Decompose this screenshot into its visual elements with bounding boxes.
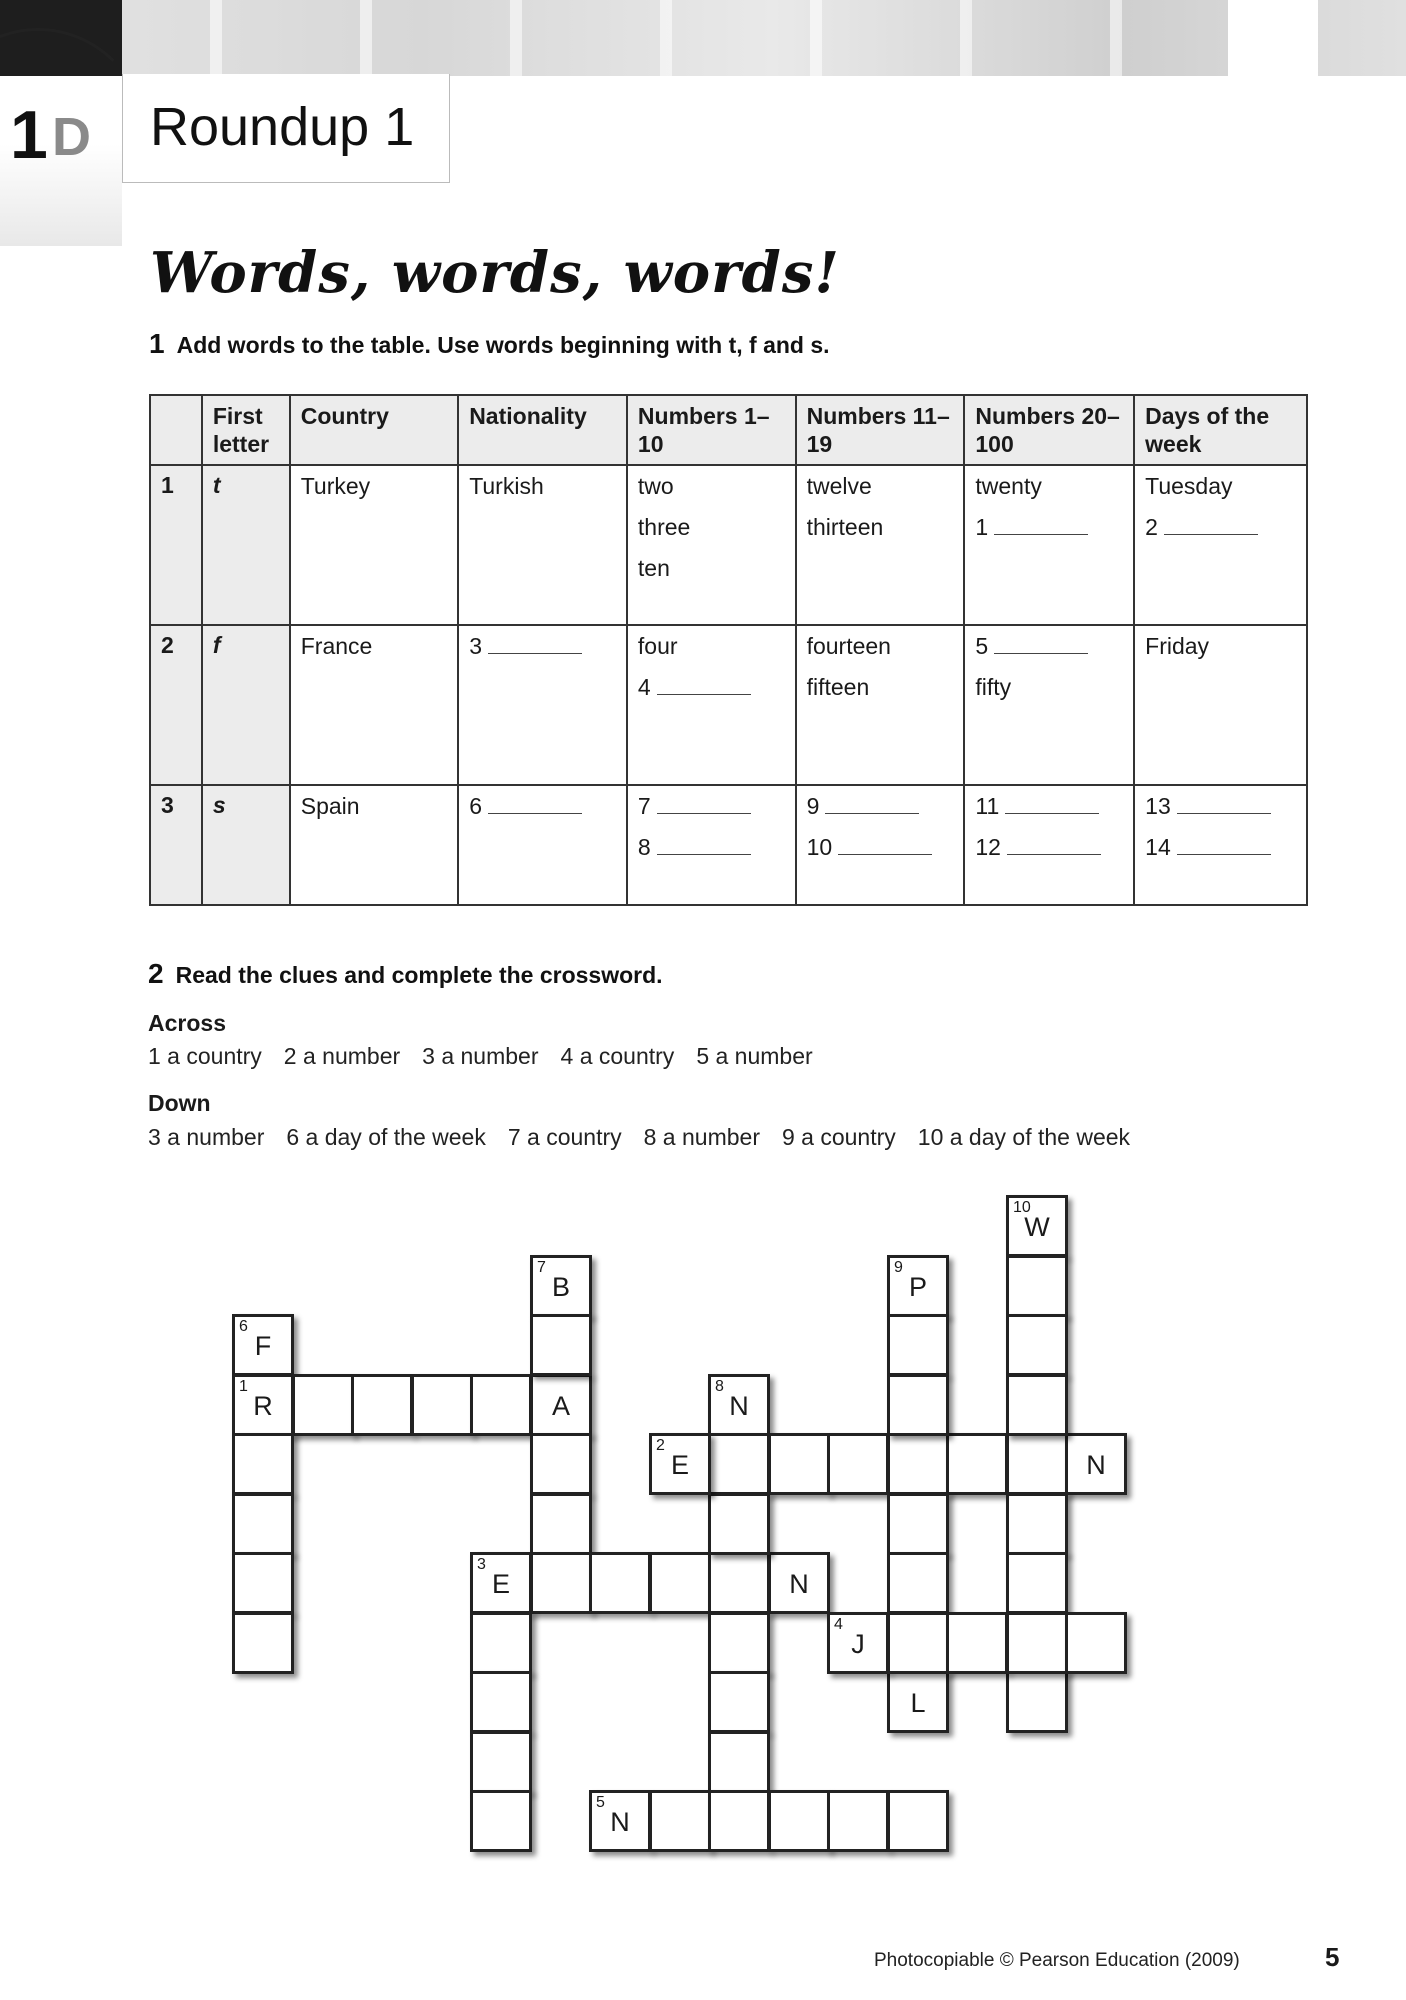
entry-text: Friday xyxy=(1145,633,1210,659)
clue-number: 7 xyxy=(537,1259,546,1276)
crossword-cell[interactable] xyxy=(708,1433,770,1495)
crossword-cell[interactable] xyxy=(887,1671,949,1733)
crossword-cell[interactable] xyxy=(708,1612,770,1674)
row-number: 2 xyxy=(150,625,202,785)
table-cell xyxy=(964,465,1134,625)
down-clue: 8 a number xyxy=(643,1124,760,1150)
top-banner xyxy=(0,0,1406,76)
entry-text: three xyxy=(637,514,691,540)
cell-entry xyxy=(1145,466,1296,507)
table-header-row xyxy=(150,395,1307,465)
clue-number: 4 xyxy=(834,1616,843,1633)
unit-letter: D xyxy=(52,107,91,167)
cell-entry xyxy=(469,626,616,667)
words-table xyxy=(149,394,1308,906)
crossword-cell[interactable] xyxy=(946,1612,1008,1674)
crossword-cell[interactable] xyxy=(470,1790,532,1852)
entry-text: fifteen xyxy=(806,674,870,700)
answer-blank[interactable] xyxy=(657,676,751,695)
entry-text: four xyxy=(637,633,678,659)
column-header: Numbers 1–10 xyxy=(627,395,796,465)
column-header: Numbers 20–100 xyxy=(964,395,1134,465)
answer-blank[interactable] xyxy=(657,795,751,814)
table-cell xyxy=(964,625,1134,785)
cell-entry xyxy=(975,466,1123,507)
entry-text: 9 xyxy=(806,793,820,819)
cell-entry xyxy=(1145,626,1296,667)
banner-gap xyxy=(1228,0,1318,76)
crossword-cell[interactable] xyxy=(1006,1255,1068,1317)
crossword-cell[interactable] xyxy=(411,1374,473,1436)
given-letter: A xyxy=(551,1391,570,1421)
crossword-cell[interactable] xyxy=(1006,1433,1068,1495)
given-letter: N xyxy=(789,1569,809,1599)
entry-text: 14 xyxy=(1145,834,1171,860)
instruction-text: Add words to the table. Use words beginning with t, f and s. xyxy=(176,332,830,358)
across-clue: 4 a country xyxy=(560,1043,675,1069)
row-number: 3 xyxy=(150,785,202,905)
crossword-cell[interactable] xyxy=(887,1314,949,1376)
table-cell xyxy=(458,785,627,905)
entry-text: Spain xyxy=(300,793,360,819)
down-clue: 10 a day of the week xyxy=(917,1124,1131,1150)
cell-entry xyxy=(975,507,1123,548)
first-letter: s xyxy=(202,785,290,905)
entry-text: 5 xyxy=(975,633,989,659)
cell-entry xyxy=(807,786,954,827)
table-row xyxy=(150,625,1307,785)
entry-text: Turkey xyxy=(300,473,371,499)
clue-number: 10 xyxy=(1013,1199,1031,1216)
crossword-cell[interactable] xyxy=(1006,1195,1068,1257)
crossword-cell[interactable] xyxy=(887,1493,949,1555)
given-letter: P xyxy=(908,1272,927,1302)
table-cell xyxy=(796,785,965,905)
first-letter: f xyxy=(202,625,290,785)
crossword-cell[interactable] xyxy=(708,1374,770,1436)
answer-blank[interactable] xyxy=(1177,795,1271,814)
answer-blank[interactable] xyxy=(994,635,1088,654)
given-letter: E xyxy=(491,1569,510,1599)
table-cell xyxy=(458,465,627,625)
answer-blank[interactable] xyxy=(1007,836,1101,855)
cell-entry xyxy=(301,466,447,507)
crossword-cell[interactable] xyxy=(530,1433,592,1495)
crossword-cell[interactable] xyxy=(1065,1612,1127,1674)
crossword-cell[interactable] xyxy=(708,1552,770,1614)
entry-text: fifty xyxy=(975,674,1012,700)
table-cell xyxy=(796,625,965,785)
answer-blank[interactable] xyxy=(1177,836,1271,855)
column-header: First letter xyxy=(202,395,290,465)
entry-text: 2 xyxy=(1145,514,1158,540)
crossword-cell[interactable] xyxy=(887,1612,949,1674)
answer-blank[interactable] xyxy=(657,836,751,855)
clue-number: 9 xyxy=(894,1259,903,1276)
page-number: 5 xyxy=(1325,1942,1340,1972)
crossword-cell[interactable] xyxy=(232,1612,294,1674)
cell-entry xyxy=(638,548,785,589)
table-cell xyxy=(796,465,965,625)
entry-text: 4 xyxy=(637,674,651,700)
table-cell xyxy=(627,785,796,905)
cell-entry xyxy=(469,466,616,507)
table-cell xyxy=(1134,625,1307,785)
given-letter: F xyxy=(254,1331,272,1361)
cell-entry xyxy=(807,466,954,507)
entry-text: Turkish xyxy=(469,473,544,499)
crossword-cell[interactable] xyxy=(589,1790,651,1852)
crossword-cell[interactable] xyxy=(292,1374,354,1436)
cell-entry xyxy=(638,626,785,667)
table-cell xyxy=(627,625,796,785)
given-letter: B xyxy=(551,1272,570,1302)
entry-text: twenty xyxy=(975,473,1042,499)
clue-number: 5 xyxy=(596,1794,605,1811)
table-cell xyxy=(290,785,458,905)
clue-number: 1 xyxy=(239,1378,248,1395)
clue-number: 3 xyxy=(477,1556,486,1573)
answer-blank[interactable] xyxy=(838,836,932,855)
crossword-cell[interactable] xyxy=(470,1552,532,1614)
entry-text: 1 xyxy=(975,514,989,540)
crossword-cell[interactable] xyxy=(470,1374,532,1436)
crossword-cell[interactable] xyxy=(530,1493,592,1555)
across-clue: 1 a country xyxy=(148,1043,262,1069)
cell-entry xyxy=(638,667,785,708)
crossword-cell[interactable] xyxy=(530,1552,592,1614)
crossword-cell[interactable] xyxy=(530,1255,592,1317)
crossword-cell[interactable] xyxy=(768,1552,830,1614)
entry-text: thirteen xyxy=(806,514,884,540)
cell-entry xyxy=(975,786,1123,827)
crossword-cell[interactable] xyxy=(232,1314,294,1376)
column-header xyxy=(150,395,202,465)
down-label: Down xyxy=(148,1090,211,1116)
table-row xyxy=(150,785,1307,905)
down-clue: 3 a number xyxy=(148,1124,265,1150)
crossword-cell[interactable] xyxy=(649,1790,711,1852)
crossword-cell[interactable] xyxy=(1065,1433,1127,1495)
given-letter: J xyxy=(851,1629,865,1659)
table-cell xyxy=(290,465,458,625)
entry-text: 3 xyxy=(469,633,482,659)
crossword-cell[interactable] xyxy=(649,1433,711,1495)
crossword-cell[interactable] xyxy=(530,1314,592,1376)
down-clues xyxy=(148,1124,1152,1151)
table-cell xyxy=(964,785,1134,905)
crossword-cell[interactable] xyxy=(708,1731,770,1793)
instruction-text: Read the clues and complete the crossword. xyxy=(175,962,663,988)
column-header: Nationality xyxy=(458,395,627,465)
crossword-cell[interactable] xyxy=(887,1790,949,1852)
entry-text: France xyxy=(300,633,373,659)
crossword-cell[interactable] xyxy=(887,1255,949,1317)
column-header: Days of the week xyxy=(1134,395,1307,465)
row-number: 1 xyxy=(150,465,202,625)
crossword-cell[interactable] xyxy=(827,1790,889,1852)
crossword-cell[interactable] xyxy=(232,1374,294,1436)
crossword-cell[interactable] xyxy=(946,1433,1008,1495)
entry-text: 8 xyxy=(637,834,651,860)
table-cell xyxy=(627,465,796,625)
column-header: Country xyxy=(290,395,458,465)
crossword-cell[interactable] xyxy=(708,1493,770,1555)
cell-entry xyxy=(807,827,954,868)
entry-text: 13 xyxy=(1145,793,1171,819)
crossword-cell[interactable] xyxy=(1006,1552,1068,1614)
table-body xyxy=(150,465,1307,905)
crossword-cell[interactable] xyxy=(649,1552,711,1614)
entry-text: 10 xyxy=(806,834,833,860)
crossword-cell[interactable] xyxy=(708,1790,770,1852)
crossword-cell[interactable] xyxy=(1006,1671,1068,1733)
crossword-cell[interactable] xyxy=(1006,1374,1068,1436)
crossword-cell[interactable] xyxy=(827,1433,889,1495)
given-letter: N xyxy=(610,1807,630,1837)
down-clue: 6 a day of the week xyxy=(286,1124,486,1150)
given-letter: N xyxy=(729,1391,749,1421)
table-cell xyxy=(1134,465,1307,625)
cell-entry xyxy=(975,667,1123,708)
entry-text: fourteen xyxy=(806,633,891,659)
cell-entry xyxy=(807,507,954,548)
cell-entry xyxy=(1145,507,1296,548)
entry-text: 11 xyxy=(975,793,1000,819)
crossword-cell[interactable] xyxy=(887,1374,949,1436)
copyright-footer: Photocopiable © Pearson Education (2009) xyxy=(874,1950,1240,1971)
given-letter: N xyxy=(1086,1450,1106,1480)
cell-entry xyxy=(469,786,616,827)
answer-blank[interactable] xyxy=(488,795,582,814)
across-clue: 3 a number xyxy=(422,1043,539,1069)
given-letter: W xyxy=(1024,1212,1050,1242)
unit-number: 1 xyxy=(10,97,48,173)
table-cell xyxy=(1134,785,1307,905)
cell-entry xyxy=(975,626,1123,667)
cell-entry xyxy=(638,827,785,868)
crossword-cell[interactable] xyxy=(768,1790,830,1852)
answer-blank[interactable] xyxy=(1005,795,1099,814)
cell-entry xyxy=(638,786,785,827)
crossword-cell[interactable] xyxy=(1006,1612,1068,1674)
table-cell xyxy=(290,625,458,785)
crossword-cell[interactable] xyxy=(232,1552,294,1614)
crossword-cell[interactable] xyxy=(589,1552,651,1614)
down-clue: 7 a country xyxy=(507,1124,622,1150)
down-clue: 9 a country xyxy=(781,1124,896,1150)
crossword-cell[interactable] xyxy=(232,1493,294,1555)
cell-entry xyxy=(301,786,447,827)
crossword-cell[interactable] xyxy=(1006,1314,1068,1376)
answer-blank[interactable] xyxy=(1164,516,1258,535)
cell-entry xyxy=(638,466,785,507)
crossword-cell[interactable] xyxy=(1006,1493,1068,1555)
entry-text: two xyxy=(637,473,674,499)
exercise-number: 2 xyxy=(148,958,164,989)
cell-entry xyxy=(301,626,447,667)
across-clues xyxy=(148,1043,835,1070)
cell-entry xyxy=(1145,786,1296,827)
crossword-cell[interactable] xyxy=(351,1374,413,1436)
entry-text: twelve xyxy=(806,473,872,499)
entry-text: ten xyxy=(637,555,670,581)
cell-entry xyxy=(1145,827,1296,868)
section-heading: Words, words, words! xyxy=(150,240,840,306)
table-cell xyxy=(458,625,627,785)
crossword-cell[interactable] xyxy=(470,1731,532,1793)
across-clue: 2 a number xyxy=(283,1043,401,1069)
cell-entry xyxy=(638,507,785,548)
clue-number: 2 xyxy=(656,1437,665,1454)
crossword-cell[interactable] xyxy=(470,1671,532,1733)
cell-entry xyxy=(807,667,954,708)
entry-text: 7 xyxy=(637,793,651,819)
column-header: Numbers 11–19 xyxy=(796,395,965,465)
crossword-cell[interactable] xyxy=(887,1552,949,1614)
crossword-cell[interactable] xyxy=(470,1612,532,1674)
clue-number: 8 xyxy=(715,1378,724,1395)
entry-text: 12 xyxy=(975,834,1001,860)
given-letter: E xyxy=(670,1450,689,1480)
given-letter: L xyxy=(910,1688,926,1718)
cell-entry xyxy=(807,626,954,667)
table-row xyxy=(150,465,1307,625)
given-letter: R xyxy=(253,1391,273,1421)
crossword-cell[interactable] xyxy=(887,1433,949,1495)
entry-text: Tuesday xyxy=(1145,473,1233,499)
across-clue: 5 a number xyxy=(696,1043,813,1069)
across-label: Across xyxy=(148,1010,226,1036)
crossword-cell[interactable] xyxy=(708,1671,770,1733)
exercise-number: 1 xyxy=(149,328,165,359)
crossword-cell[interactable] xyxy=(827,1612,889,1674)
cell-entry xyxy=(975,827,1123,868)
answer-blank[interactable] xyxy=(994,516,1088,535)
first-letter: t xyxy=(202,465,290,625)
clue-number: 6 xyxy=(239,1318,248,1335)
exercise-1-instruction xyxy=(149,328,830,360)
page-title: Roundup 1 xyxy=(150,97,415,157)
answer-blank[interactable] xyxy=(825,795,919,814)
crossword-cell[interactable] xyxy=(530,1374,592,1436)
answer-blank[interactable] xyxy=(488,635,582,654)
entry-text: 6 xyxy=(469,793,482,819)
crossword-cell[interactable] xyxy=(768,1433,830,1495)
crossword-cell[interactable] xyxy=(232,1433,294,1495)
exercise-2-instruction xyxy=(148,958,663,990)
